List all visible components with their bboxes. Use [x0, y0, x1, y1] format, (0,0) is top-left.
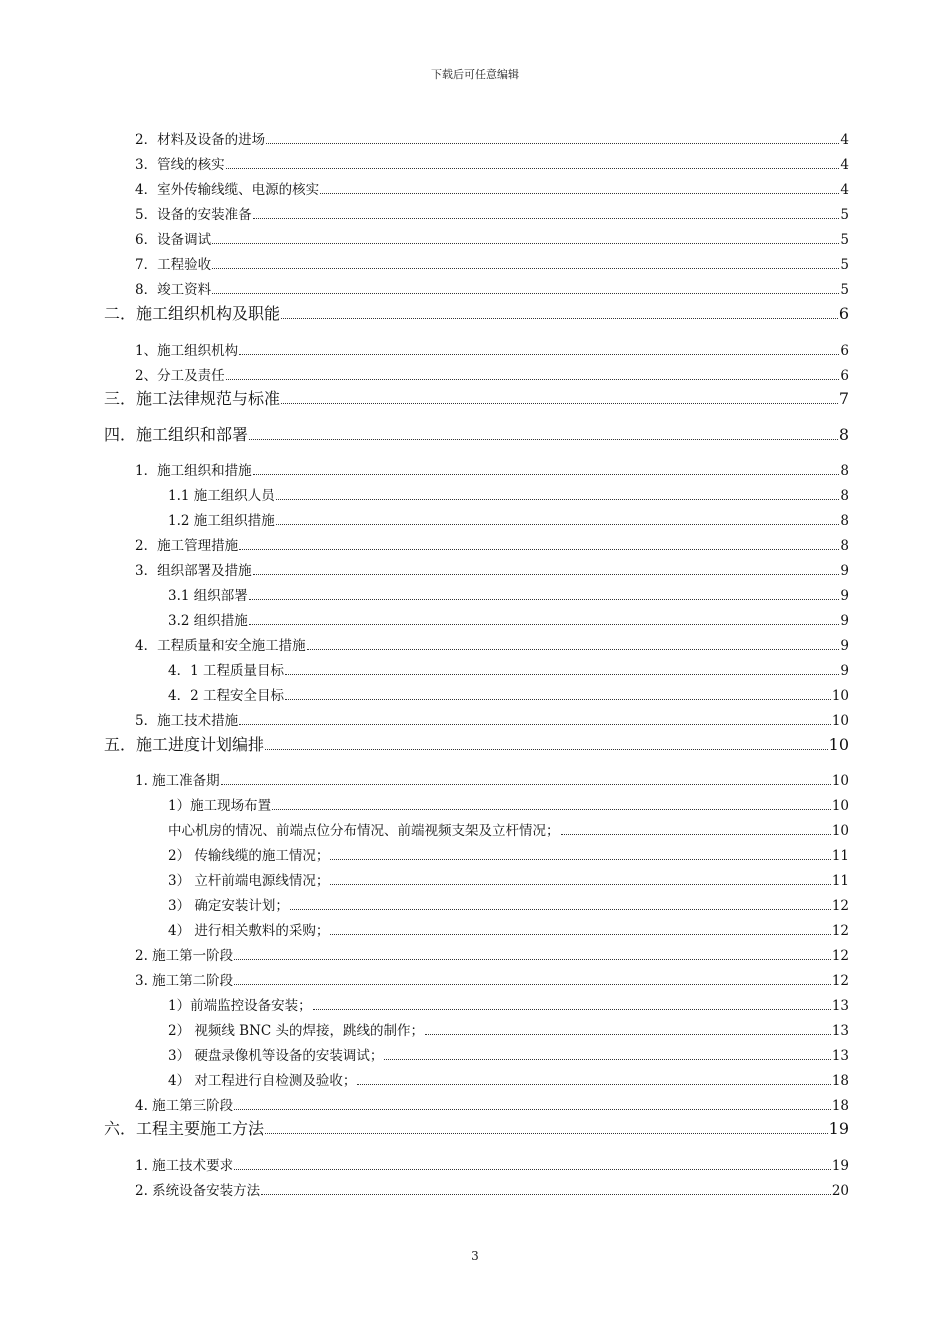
- toc-dot-leader: [281, 403, 838, 404]
- toc-entry[interactable]: [135, 559, 849, 579]
- toc-entry-page: 8: [840, 488, 849, 504]
- toc-entry-page: 13: [831, 1048, 849, 1064]
- toc-dot-leader: [239, 354, 839, 355]
- toc-dot-leader: [234, 984, 831, 985]
- toc-entry-title: 3．管线的核实: [135, 157, 225, 173]
- toc-dot-leader: [253, 574, 840, 575]
- toc-dot-leader: [221, 784, 831, 785]
- toc-entry[interactable]: [168, 994, 849, 1014]
- toc-entry-page: 4: [840, 182, 849, 198]
- toc-entry[interactable]: [135, 153, 849, 173]
- toc-entry-title: 4．2 工程安全目标: [168, 688, 284, 704]
- toc-dot-leader: [249, 624, 840, 625]
- toc-entry[interactable]: [135, 253, 849, 273]
- toc-entry[interactable]: [168, 509, 849, 529]
- toc-dot-leader: [561, 834, 831, 835]
- toc-entry-title: 5．施工技术措施: [135, 713, 239, 729]
- toc-entry-page: 10: [828, 735, 849, 754]
- toc-entry-title: 6．设备调试: [135, 232, 212, 248]
- toc-entry[interactable]: [135, 769, 849, 789]
- toc-entry-title: 六．工程主要施工方法: [104, 1119, 265, 1138]
- toc-entry-title: 三．施工法律规范与标准: [104, 389, 281, 408]
- toc-entry[interactable]: [168, 919, 849, 939]
- toc-dot-leader: [320, 193, 839, 194]
- toc-entry-page: 7: [838, 389, 849, 408]
- toc-entry-page: 8: [840, 513, 849, 529]
- toc-entry[interactable]: [135, 278, 849, 298]
- toc-entry[interactable]: [135, 1094, 849, 1114]
- toc-entry-title: 1）施工现场布置: [168, 798, 272, 814]
- toc-entry[interactable]: [135, 203, 849, 223]
- toc-entry-title: 3） 硬盘录像机等设备的安装调试；: [168, 1048, 384, 1064]
- toc-dot-leader: [234, 1169, 831, 1170]
- toc-entry-title: 1. 施工准备期: [135, 773, 220, 789]
- toc-entry-page: 12: [831, 923, 849, 939]
- toc-dot-leader: [330, 859, 830, 860]
- toc-entry[interactable]: [168, 659, 849, 679]
- toc-dot-leader: [234, 1109, 831, 1110]
- toc-entry-title: 5．设备的安装准备: [135, 207, 252, 223]
- page-number: 3: [471, 1249, 479, 1263]
- toc-entry[interactable]: [135, 339, 849, 359]
- toc-entry[interactable]: [168, 609, 849, 629]
- toc-dot-leader: [281, 318, 838, 319]
- toc-entry-title: 8．竣工资料: [135, 282, 212, 298]
- toc-entry[interactable]: [135, 709, 849, 729]
- toc-entry-title: 3.1 组织部署: [168, 588, 248, 604]
- toc-dot-leader: [276, 499, 840, 500]
- toc-entry-page: 6: [838, 304, 849, 323]
- toc-entry-title: 2．材料及设备的进场: [135, 132, 266, 148]
- toc-entry-page: 8: [840, 463, 849, 479]
- toc-dot-leader: [253, 218, 840, 219]
- toc-entry-page: 9: [840, 563, 849, 579]
- toc-entry[interactable]: [168, 484, 849, 504]
- toc-entry-page: 9: [840, 638, 849, 654]
- toc-dot-leader: [330, 884, 830, 885]
- toc-entry[interactable]: [104, 301, 849, 324]
- toc-entry-page: 4: [840, 157, 849, 173]
- toc-entry[interactable]: [135, 178, 849, 198]
- toc-entry[interactable]: [135, 364, 849, 384]
- toc-entry-page: 5: [840, 232, 849, 248]
- toc-entry-title: 3．组织部署及措施: [135, 563, 252, 579]
- toc-dot-leader: [234, 959, 831, 960]
- toc-dot-leader: [249, 599, 840, 600]
- toc-entry[interactable]: [135, 459, 849, 479]
- toc-entry-title: 2．施工管理措施: [135, 538, 239, 554]
- toc-dot-leader: [261, 1194, 831, 1195]
- toc-entry-title: 五．施工进度计划编排: [104, 735, 265, 754]
- toc-entry-page: 5: [840, 257, 849, 273]
- toc-entry-page: 10: [831, 798, 849, 814]
- toc-entry[interactable]: [104, 1116, 849, 1139]
- toc-entry-title: 1.2 施工组织措施: [168, 513, 275, 529]
- toc-entry-page: 10: [831, 773, 849, 789]
- toc-entry-page: 18: [831, 1073, 849, 1089]
- toc-entry[interactable]: [168, 584, 849, 604]
- toc-dot-leader: [212, 243, 839, 244]
- toc-entry-page: 9: [840, 588, 849, 604]
- toc-entry-title: 4．室外传输线缆、电源的核实: [135, 182, 320, 198]
- toc-entry-page: 18: [831, 1098, 849, 1114]
- toc-entry[interactable]: [168, 1019, 849, 1039]
- toc-dot-leader: [313, 1009, 831, 1010]
- toc-entry-title: 2、分工及责任: [135, 368, 225, 384]
- toc-entry[interactable]: [135, 228, 849, 248]
- toc-entry-page: 9: [840, 613, 849, 629]
- toc-entry-title: 1）前端监控设备安装；: [168, 998, 312, 1014]
- toc-entry-title: 2） 视频线 BNC 头的焊接，跳线的制作；: [168, 1023, 425, 1039]
- toc-dot-leader: [307, 649, 840, 650]
- toc-entry-page: 5: [840, 282, 849, 298]
- toc-dot-leader: [212, 293, 839, 294]
- toc-entry-title: 3. 施工第二阶段: [135, 973, 234, 989]
- toc-entry-page: 20: [831, 1183, 849, 1199]
- toc-entry-title: 2. 施工第一阶段: [135, 948, 234, 964]
- toc-dot-leader: [253, 474, 840, 475]
- toc-entry-page: 10: [831, 713, 849, 729]
- toc-dot-leader: [249, 439, 838, 440]
- toc-entry-page: 19: [831, 1158, 849, 1174]
- toc-dot-leader: [330, 934, 830, 935]
- toc-entry-page: 11: [831, 848, 849, 864]
- toc-entry[interactable]: [135, 1154, 849, 1174]
- toc-entry-page: 8: [838, 425, 849, 444]
- toc-entry-page: 13: [831, 998, 849, 1014]
- toc-entry[interactable]: [104, 386, 849, 409]
- toc-dot-leader: [239, 724, 831, 725]
- toc-entry[interactable]: [168, 844, 849, 864]
- toc-entry-page: 13: [831, 1023, 849, 1039]
- toc-entry[interactable]: [135, 1179, 849, 1199]
- toc-dot-leader: [384, 1059, 830, 1060]
- toc-entry[interactable]: [168, 684, 849, 704]
- toc-entry-page: 12: [831, 948, 849, 964]
- toc-entry[interactable]: [168, 819, 849, 839]
- toc-entry[interactable]: [135, 944, 849, 964]
- toc-dot-leader: [226, 379, 840, 380]
- toc-dot-leader: [272, 809, 831, 810]
- toc-entry-title: 4．工程质量和安全施工措施: [135, 638, 306, 654]
- toc-entry[interactable]: [135, 534, 849, 554]
- toc-entry-page: 6: [840, 368, 849, 384]
- toc-entry-title: 1、施工组织机构: [135, 343, 239, 359]
- toc-dot-leader: [239, 549, 839, 550]
- toc-entry-page: 6: [840, 343, 849, 359]
- toc-entry-title: 4. 施工第三阶段: [135, 1098, 234, 1114]
- toc-entry-page: 12: [831, 973, 849, 989]
- toc-entry-title: 1.1 施工组织人员: [168, 488, 275, 504]
- toc-dot-leader: [226, 168, 840, 169]
- toc-entry[interactable]: [135, 128, 849, 148]
- toc-entry-title: 1．施工组织和措施: [135, 463, 252, 479]
- toc-entry-title: 4．1 工程质量目标: [168, 663, 284, 679]
- toc-entry-title: 4） 对工程进行自检测及验收；: [168, 1073, 357, 1089]
- toc-entry-page: 9: [840, 663, 849, 679]
- toc-entry-title: 二．施工组织机构及职能: [104, 304, 281, 323]
- toc-entry[interactable]: [168, 869, 849, 889]
- toc-dot-leader: [265, 1133, 828, 1134]
- toc-dot-leader: [290, 909, 831, 910]
- toc-entry-title: 1. 施工技术要求: [135, 1158, 234, 1174]
- toc-entry-page: 19: [828, 1119, 849, 1138]
- toc-entry-page: 10: [831, 688, 849, 704]
- toc-dot-leader: [266, 143, 839, 144]
- toc-dot-leader: [357, 1084, 830, 1085]
- toc-entry-title: 3） 立杆前端电源线情况；: [168, 873, 330, 889]
- toc-entry-title: 4） 进行相关敷料的采购；: [168, 923, 330, 939]
- toc-entry-page: 8: [840, 538, 849, 554]
- toc-entry-page: 5: [840, 207, 849, 223]
- toc-entry-page: 10: [831, 823, 849, 839]
- toc-entry-title: 四．施工组织和部署: [104, 425, 249, 444]
- toc-entry[interactable]: [168, 794, 849, 814]
- toc-entry-title: 中心机房的情况、前端点位分布情况、前端视频支架及立杆情况；: [168, 823, 560, 839]
- toc-dot-leader: [276, 524, 840, 525]
- toc-entry[interactable]: [104, 732, 849, 755]
- toc-dot-leader: [265, 749, 828, 750]
- toc-entry[interactable]: [135, 634, 849, 654]
- toc-entry[interactable]: [168, 894, 849, 914]
- toc-dot-leader: [285, 674, 839, 675]
- toc-dot-leader: [285, 699, 831, 700]
- toc-entry-title: 2） 传输线缆的施工情况；: [168, 848, 330, 864]
- toc-entry[interactable]: [168, 1044, 849, 1064]
- toc-entry-title: 3.2 组织措施: [168, 613, 248, 629]
- toc-dot-leader: [425, 1034, 831, 1035]
- toc-entry-page: 11: [831, 873, 849, 889]
- toc-entry-title: 3） 确定安装计划；: [168, 898, 289, 914]
- toc-entry[interactable]: [135, 969, 849, 989]
- toc-entry-title: 2. 系统设备安装方法: [135, 1183, 261, 1199]
- toc-entry[interactable]: [168, 1069, 849, 1089]
- toc-entry-title: 7．工程验收: [135, 257, 212, 273]
- toc-entry-page: 12: [831, 898, 849, 914]
- toc-dot-leader: [212, 268, 839, 269]
- toc-entry-page: 4: [840, 132, 849, 148]
- page-header: 下载后可任意编辑: [431, 68, 519, 81]
- toc-entry[interactable]: [104, 422, 849, 445]
